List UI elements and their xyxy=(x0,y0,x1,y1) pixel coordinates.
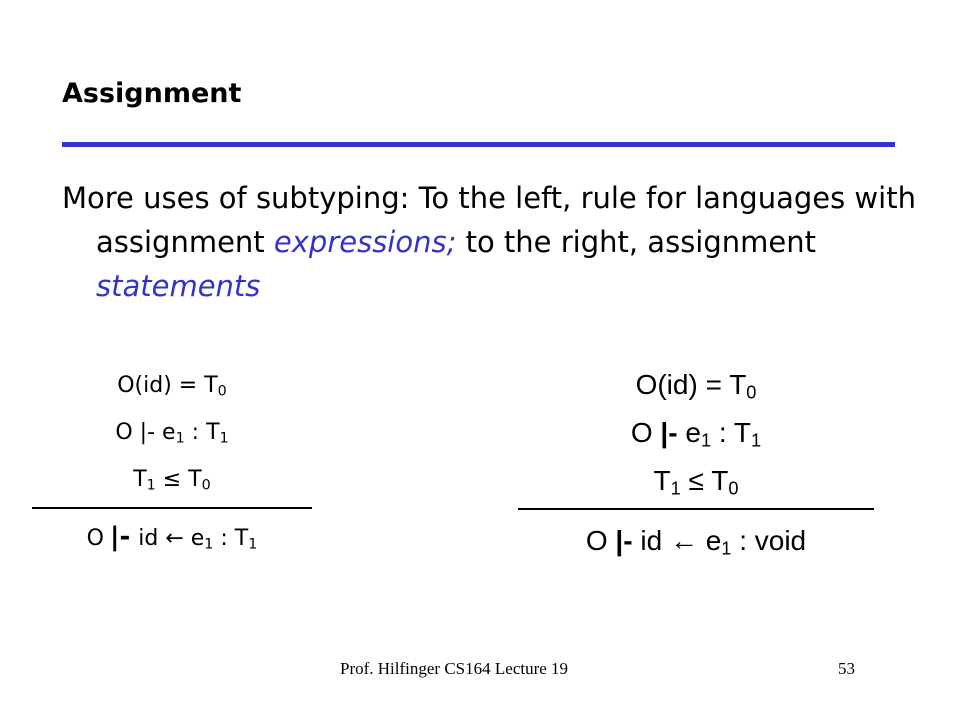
rule-left-conclusion-env: O xyxy=(86,526,104,551)
rule-left-premise-2-sub-1: 1 xyxy=(175,430,185,447)
turnstile-symbol: |- xyxy=(660,417,678,448)
rule-right-premise-1-sub: 0 xyxy=(746,382,757,403)
rule-left-conclusion-text-a: id ← e xyxy=(138,526,205,551)
rule-left-premise-3 xyxy=(32,460,312,507)
rule-right-conclusion-text-a: O xyxy=(585,525,616,556)
turnstile-symbol: |- xyxy=(109,522,131,552)
slide-body xyxy=(62,176,956,308)
slide-number: 53 xyxy=(838,659,855,678)
title-underline xyxy=(62,142,895,147)
rule-left-premise-3-sub-2: 0 xyxy=(201,477,211,494)
rule-left-premise-1-sub: 0 xyxy=(217,383,227,400)
rule-right-premise-2-sub-2: 1 xyxy=(751,430,762,451)
footer-course-label: Prof. Hilfinger CS164 Lecture 19 xyxy=(340,659,569,678)
rule-right-premise-3-sub-1: 1 xyxy=(670,478,681,499)
rule-right-premise-2-text-b: e xyxy=(677,417,701,448)
rule-left-conclusion-sub-1: 1 xyxy=(204,536,214,553)
rule-right-premise-2-sub-1: 1 xyxy=(700,430,712,451)
rule-right-conclusion-sub-1: 1 xyxy=(721,538,732,559)
assignment-expression-rule xyxy=(32,366,312,564)
rule-left-premise-2-text-b: : T xyxy=(184,420,220,445)
emphasis-expressions: expressions; xyxy=(273,225,457,259)
rule-left-conclusion-sub-2: 1 xyxy=(248,536,258,553)
rule-left-premise-3-text-b: T xyxy=(188,467,202,492)
assignment-statement-rule xyxy=(518,364,874,568)
rule-left-premise-1-text: O(id) = T xyxy=(117,373,218,398)
rule-right-premise-2 xyxy=(518,412,874,460)
rule-left-conclusion xyxy=(32,517,312,564)
rule-left-premise-2 xyxy=(32,413,312,460)
rule-right-inference-line xyxy=(518,508,874,510)
rule-right-conclusion-text-c: : void xyxy=(731,525,807,556)
rule-left-premise-3-text-a: T xyxy=(133,467,147,492)
rule-right-premise-3-sub-2: 0 xyxy=(728,478,739,499)
rule-right-premise-1 xyxy=(518,364,874,412)
subtype-relation-symbol: ≤ xyxy=(155,467,189,492)
rule-right-conclusion xyxy=(518,520,874,568)
turnstile-symbol: |- xyxy=(615,525,633,556)
rule-right-premise-3-text-b: T xyxy=(711,465,729,496)
slide-title: Assignment xyxy=(62,78,242,109)
rule-left-premise-1 xyxy=(32,366,312,413)
rule-right-conclusion-text-b: id ← e xyxy=(632,525,722,556)
rule-left-conclusion-text-b: : T xyxy=(213,526,249,551)
rule-right-premise-1-text: O(id) = T xyxy=(635,369,747,400)
rule-left-premise-2-text-a: O |- e xyxy=(115,420,176,445)
rule-right-premise-3-text-a: T xyxy=(653,465,671,496)
body-lead-text: More uses of subtyping: To the left, rule for languages with assignment xyxy=(62,181,916,259)
rule-right-premise-2-text-c: : T xyxy=(711,417,752,448)
emphasis-statements: statements xyxy=(96,269,261,303)
rule-left-premise-2-sub-2: 1 xyxy=(219,430,229,447)
rule-right-premise-3 xyxy=(518,460,874,508)
rule-left-inference-line xyxy=(32,507,312,509)
subtype-relation-symbol: ≤ xyxy=(680,465,712,496)
rule-left-premise-3-sub-1: 1 xyxy=(146,477,156,494)
rule-right-premise-2-text-a: O xyxy=(630,417,661,448)
body-mid-text: to the right, assignment xyxy=(456,225,816,259)
